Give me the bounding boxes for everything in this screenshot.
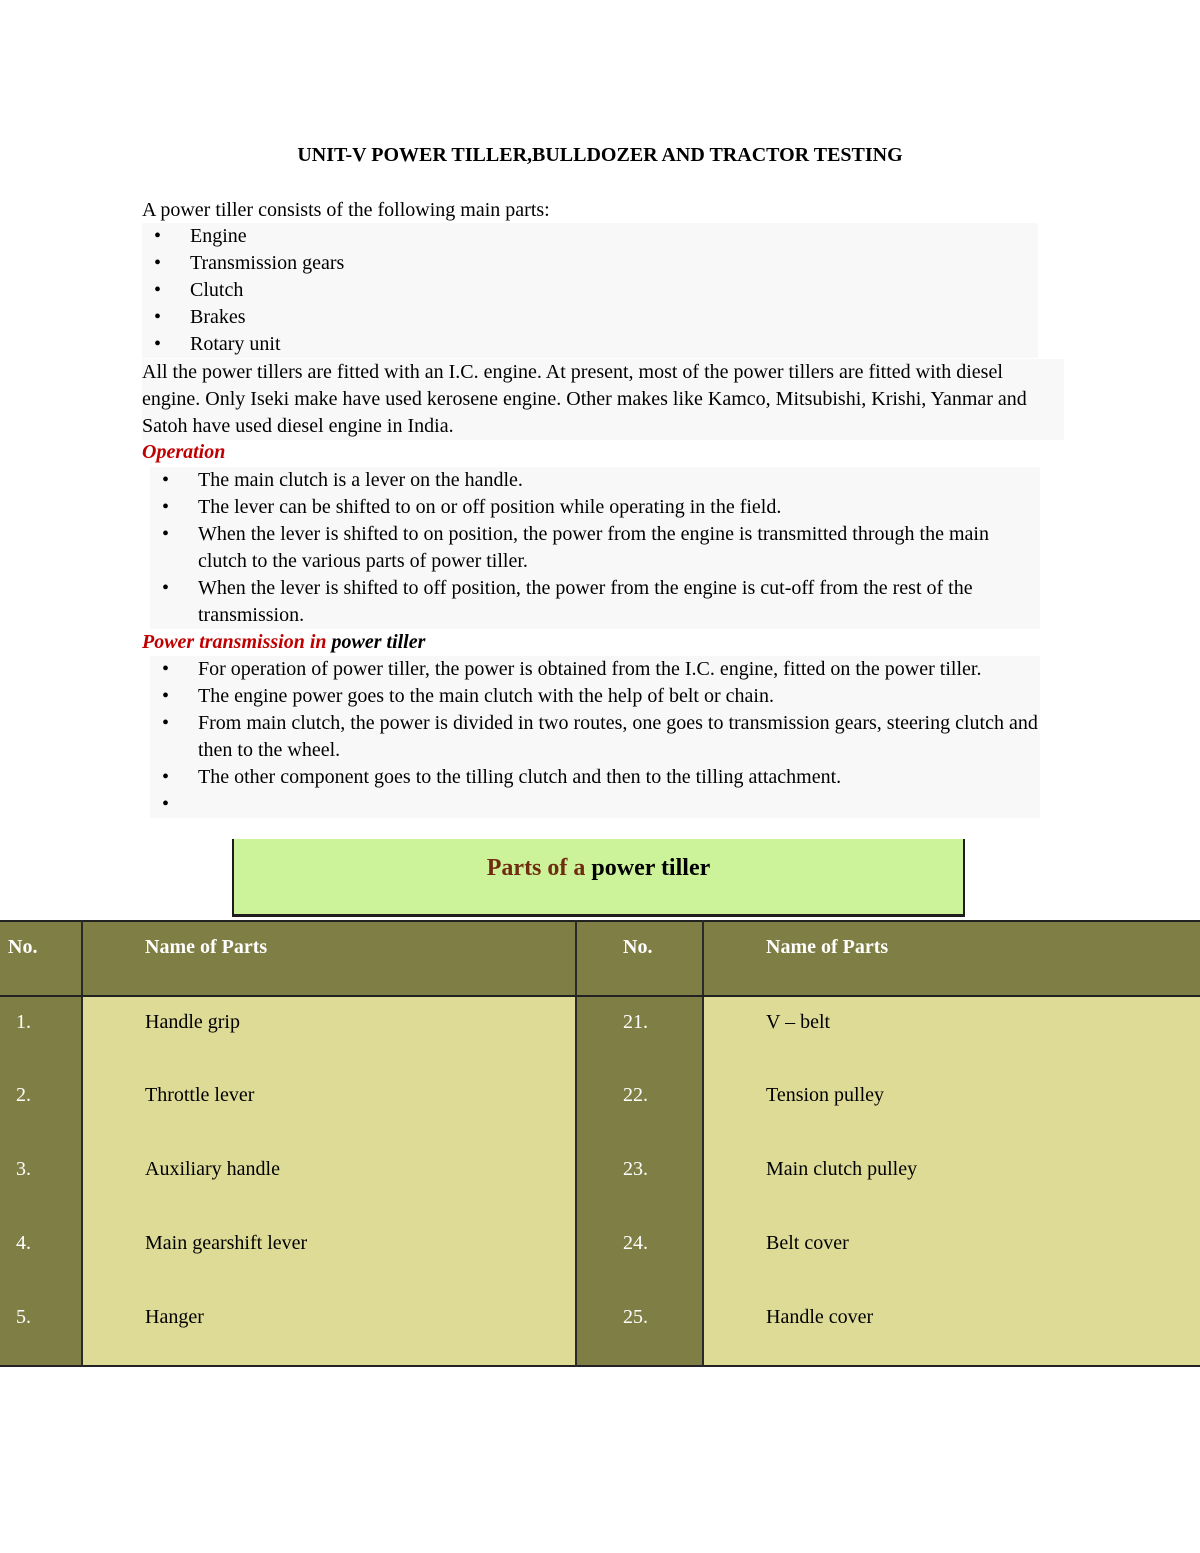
table-cell: 4. [0,1218,82,1292]
power-transmission-list [150,656,1040,818]
table-header-row [0,921,1200,996]
power-transmission-heading [142,629,425,656]
table-cell: Handle grip [82,996,576,1070]
list-item: • The other component goes to the tilling clutch and then to the tilling attachment. [150,764,1040,791]
table-cell: Hanger [82,1292,576,1366]
list-item: • The lever can be shifted to on or off position while operating in the field. [150,494,1040,521]
list-item: • Transmission gears [142,250,1038,277]
table-cell: Auxiliary handle [82,1144,576,1218]
table-cell: 5. [0,1292,82,1366]
table-row [0,996,1200,1070]
table-cell: Main gearshift lever [82,1218,576,1292]
table-cell: 1. [0,996,82,1070]
list-item: • The engine power goes to the main clutch with the help of belt or chain. [150,683,1040,710]
column-header: No. [0,921,82,996]
list-item: • Rotary unit [142,331,1038,358]
caption-black-part: power tiller [591,855,711,881]
table-cell: Handle cover [703,1292,1200,1366]
list-item: • Engine [142,223,1038,250]
list-item: • From main clutch, the power is divided in two routes, one goes to transmission gears, steering clutch and then to the wheel. [150,710,1040,764]
table-row [0,1144,1200,1218]
table-cell: V – belt [703,996,1200,1070]
column-header: Name of Parts [703,921,1200,996]
heading-red-part: Power transmission in [142,631,327,653]
list-item: • The main clutch is a lever on the handle. [150,467,1040,494]
table-cell: Belt cover [703,1218,1200,1292]
table-cell: 24. [576,1218,703,1292]
table-cell: 22. [576,1070,703,1144]
table-cell: 3. [0,1144,82,1218]
table-cell: Throttle lever [82,1070,576,1144]
parts-caption [234,855,963,882]
operation-list [150,467,1040,629]
list-item: • When the lever is shifted to on position, the power from the engine is transmitted through the main clutch to the various parts of power tiller. [150,521,1040,575]
table-cell: 21. [576,996,703,1070]
intro-text: A power tiller consists of the following main parts: [142,199,550,221]
column-header: No. [576,921,703,996]
table-cell: Main clutch pulley [703,1144,1200,1218]
parts-table [0,920,1200,1367]
column-header: Name of Parts [82,921,576,996]
table-cell: 23. [576,1144,703,1218]
parts-caption-box [232,839,965,917]
list-item: • When the lever is shifted to off position, the power from the engine is cut-off from the rest of the transmission. [150,575,1040,629]
main-parts-list [142,223,1038,358]
caption-brown-part: Parts of a [486,855,586,881]
table-row [0,1292,1200,1366]
engine-paragraph: All the power tillers are fitted with an I.C. engine. At present, most of the power tillers are fitted with diesel engine. Only Iseki make have used kerosene engine. Other makes like Kamco, Mitsubishi, Krishi, Yanmar and Satoh have used diesel engine in India. [142,359,1064,440]
list-item [150,791,1040,818]
operation-heading: Operation [142,441,226,463]
page-title: UNIT-V POWER TILLER,BULLDOZER AND TRACTOR TESTING [297,144,903,166]
table-row [0,1218,1200,1292]
list-item: • Clutch [142,277,1038,304]
table-row [0,1070,1200,1144]
heading-black-part: power tiller [331,631,426,653]
list-item: • Brakes [142,304,1038,331]
table-cell: 25. [576,1292,703,1366]
table-cell: 2. [0,1070,82,1144]
table-cell: Tension pulley [703,1070,1200,1144]
list-item: • For operation of power tiller, the power is obtained from the I.C. engine, fitted on the power tiller. [150,656,1040,683]
